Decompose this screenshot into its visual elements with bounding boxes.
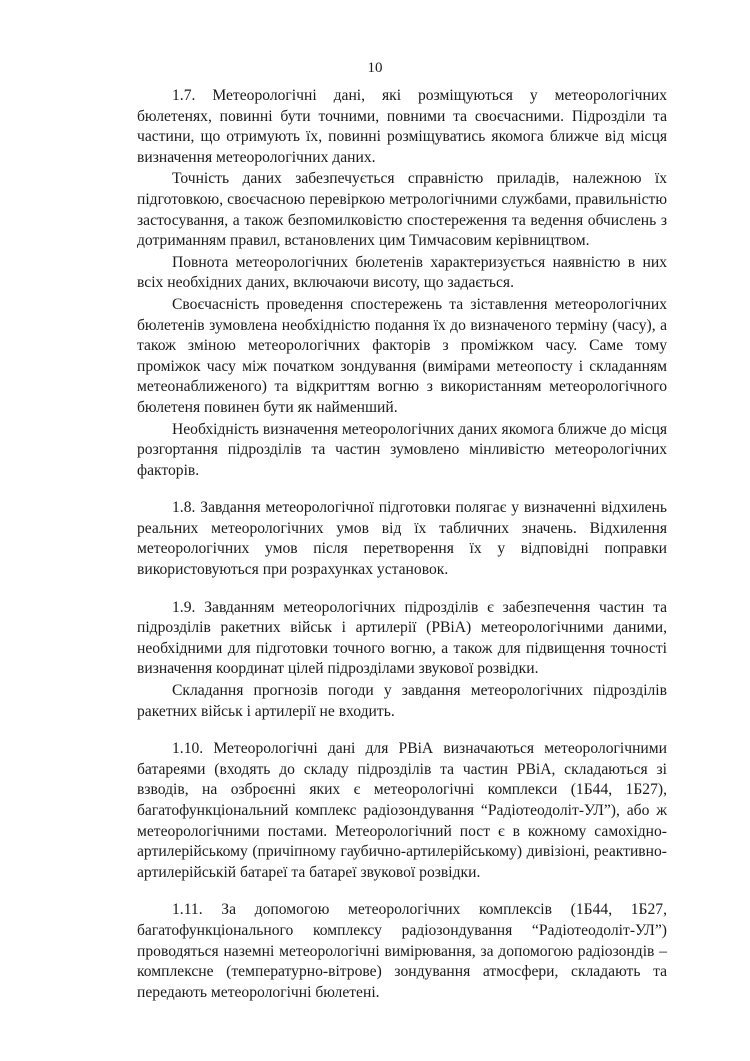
body-text bbox=[137, 86, 667, 1003]
paragraph-1-9: 1.9. Завданням метеорологічних підрозділів є забезпечення частин та підрозділів ракетних військ і артилерії (РВіА) метеорологічними даними, необхідними для підготовки точного вогню, а також для підвищення точності визначення координат цілей підрозділами звукової розвідки. bbox=[137, 598, 667, 678]
paragraph-1-10: 1.10. Метеорологічні дані для РВіА визначаються метеорологічними батареями (входять до складу підрозділів та частин РВіА, складаються зі взводів, на озброєнні яких є метеорологічні комплекси (1Б44, 1Б27), багатофункціональний комплекс радіозондування “Радіотеодоліт-УЛ”), або ж метеорологічними постами. Метеорологічний пост є в кожному самохідно-артилерійському (причіпному гаубично-артилерійському) дивізіоні, реактивно-артилерійській батареї та батареї звукової розвідки. bbox=[137, 740, 667, 881]
paragraph-accuracy: Точність даних забезпечується справністю приладів, належною їх підготовкою, своєчасною перевіркою метрологічними службами, правильністю застосування, а також безпомилковістю спостереження та ведення обчислень з дотриманням правил, встановлених цим Тимчасовим керівництвом. bbox=[137, 170, 667, 250]
paragraph-timeliness: Своєчасність проведення спостережень та зіставлення метеорологічних бюлетенів зумовлена необхідністю подання їх до визначеного терміну (часу), а також зміною метеорологічних факторів з проміжком часу. Саме тому проміжок часу між початком зондування (вимірами метеопосту і складанням метеонаближеного) та відкриттям вогню з використанням метеорологічного бюлетеня повинен бути як найменший. bbox=[137, 295, 667, 416]
paragraph-1-11: 1.11. За допомогою метеорологічних комплексів (1Б44, 1Б27, багатофункціонального комплексу радіозондування “Радіотеодоліт-УЛ”) проводяться наземні метеорологічні вимірювання, за допомогою радіозондів – комплексне (температурно-вітрове) зондування атмосфери, складають та передають метеорологічні бюлетені. bbox=[137, 901, 667, 1001]
paragraph-completeness: Повнота метеорологічних бюлетенів характеризується наявністю в них всіх необхідних даних, включаючи висоту, що задається. bbox=[137, 253, 667, 292]
paragraph-forecasts: Складання прогнозів погоди у завдання метеорологічних підрозділів ракетних військ і артилерії не входить. bbox=[137, 682, 667, 720]
paragraph-1-7: 1.7. Метеорологічні дані, які розміщуються у метеорологічних бюлетенях, повинні бути точними, повними та своєчасними. Підрозділи та частини, що отримують їх, повинні розміщуватись якомога ближче від місця визначення метеорологічних даних. bbox=[137, 87, 667, 166]
page-number: 10 bbox=[367, 60, 383, 76]
paragraph-1-8: 1.8. Завдання метеорологічної підготовки полягає у визначенні відхилень реальних метеорологічних умов від їх табличних значень. Відхилення метеорологічних умов після перетворення їх у відповідні поправки використовуються при розрахунках установок. bbox=[137, 499, 667, 579]
paragraph-proximity: Необхідність визначення метеорологічних даних якомога ближче до місця розгортання підрозділів та частин зумовлено мінливістю метеорологічних факторів. bbox=[137, 420, 667, 479]
